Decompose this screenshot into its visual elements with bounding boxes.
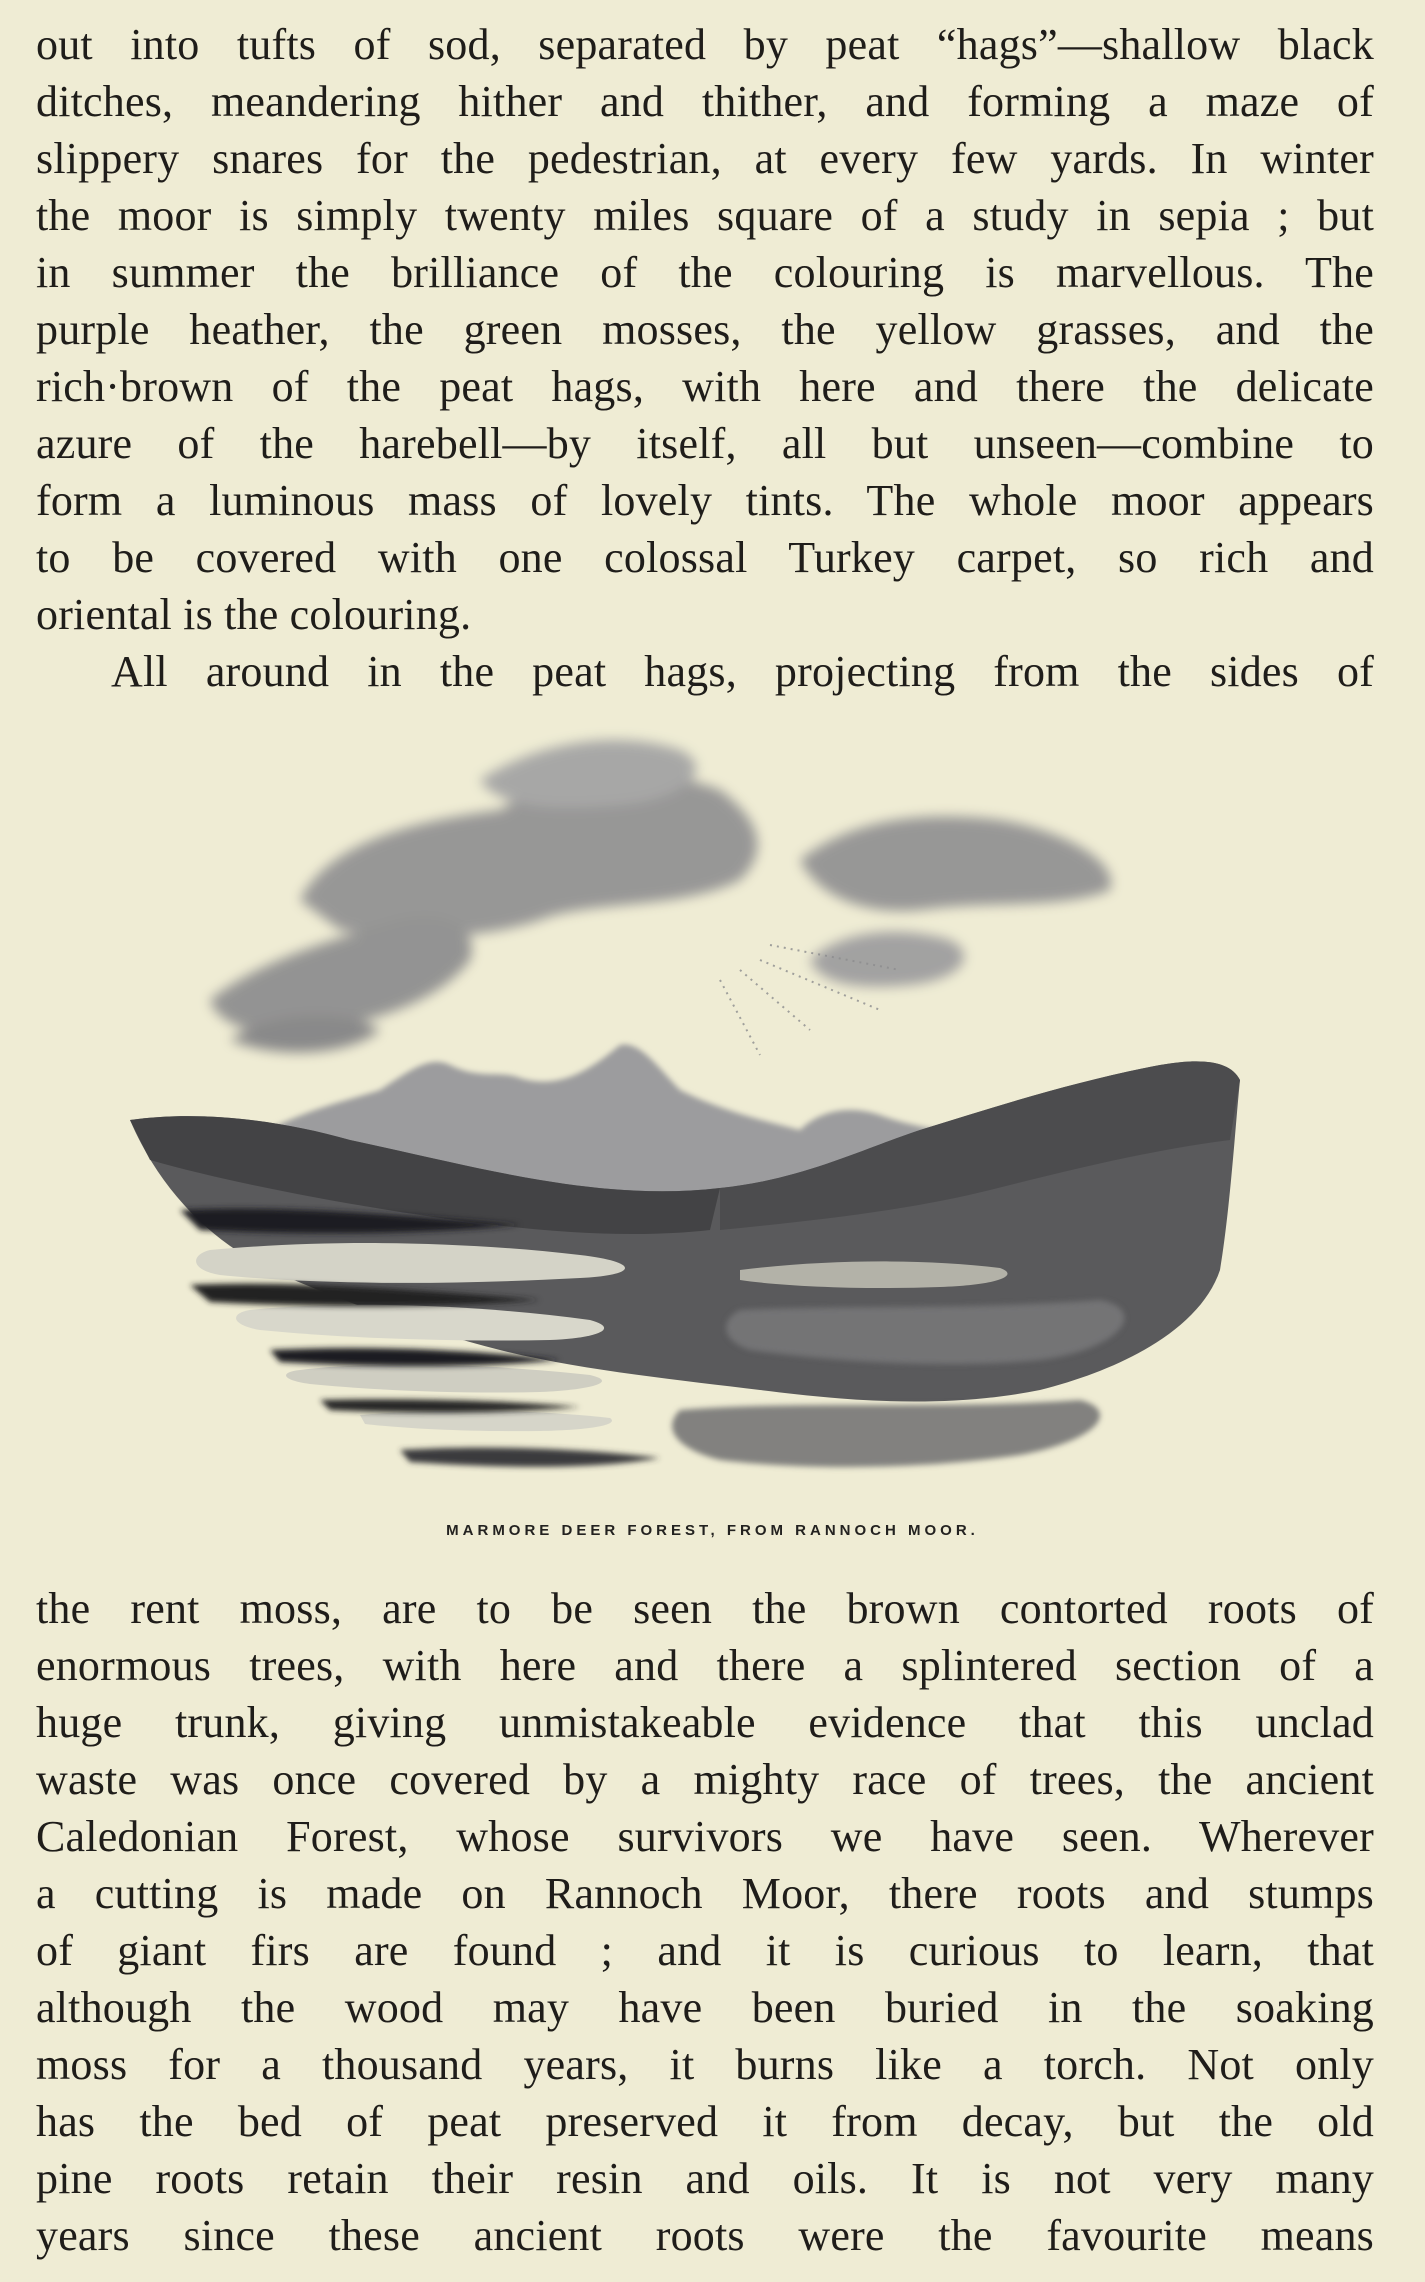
- text-line: purple heather, the green mosses, the yellow grasses, and the: [36, 305, 1374, 354]
- text-line: out into tufts of sod, separated by peat “hags”—shallow black: [36, 20, 1374, 69]
- text-line: the rent moss, are to be seen the brown contorted roots of: [36, 1584, 1374, 1633]
- text-line: in summer the brilliance of the colouring is marvellous. The: [36, 248, 1374, 297]
- landscape-illustration: [120, 710, 1300, 1520]
- text-line: waste was once covered by a mighty race of trees, the ancient: [36, 1755, 1374, 1804]
- text-line: rich·brown of the peat hags, with here and there the delicate: [36, 362, 1374, 411]
- text-line: years since these ancient roots were the favourite means: [36, 2211, 1374, 2260]
- text-line: a cutting is made on Rannoch Moor, there roots and stumps: [36, 1869, 1374, 1918]
- paragraph-start-line: All around in the peat hags, projecting from the sides of: [111, 647, 1374, 696]
- text-line: huge trunk, giving unmistakeable evidence that this unclad: [36, 1698, 1374, 1747]
- text-line: enormous trees, with here and there a splintered section of a: [36, 1641, 1374, 1690]
- figure-caption: MARMORE DEER FOREST, FROM RANNOCH MOOR.: [446, 1522, 979, 1539]
- text-line: azure of the harebell—by itself, all but unseen—combine to: [36, 419, 1374, 468]
- text-line: pine roots retain their resin and oils. It is not very many: [36, 2154, 1374, 2203]
- text-line: the moor is simply twenty miles square of a study in sepia ; but: [36, 191, 1374, 240]
- text-line: moss for a thousand years, it burns like a torch. Not only: [36, 2040, 1374, 2089]
- text-line: oriental is the colouring.: [36, 590, 472, 639]
- text-line: although the wood may have been buried in the soaking: [36, 1983, 1374, 2032]
- text-line: has the bed of peat preserved it from decay, but the old: [36, 2097, 1374, 2146]
- text-line: form a luminous mass of lovely tints. The whole moor appears: [36, 476, 1374, 525]
- text-line: slippery snares for the pedestrian, at every few yards. In winter: [36, 134, 1374, 183]
- text-line: to be covered with one colossal Turkey carpet, so rich and: [36, 533, 1374, 582]
- text-line: Caledonian Forest, whose survivors we have seen. Wherever: [36, 1812, 1374, 1861]
- illustration-marmore-deer-forest: [120, 710, 1300, 1520]
- text-line: of giant firs are found ; and it is curious to learn, that: [36, 1926, 1374, 1975]
- top-paragraph-block: [36, 16, 1374, 700]
- text-line: ditches, meandering hither and thither, and forming a maze of: [36, 77, 1374, 126]
- clouds: [210, 740, 1111, 1052]
- bottom-paragraph-block: [36, 1580, 1374, 2264]
